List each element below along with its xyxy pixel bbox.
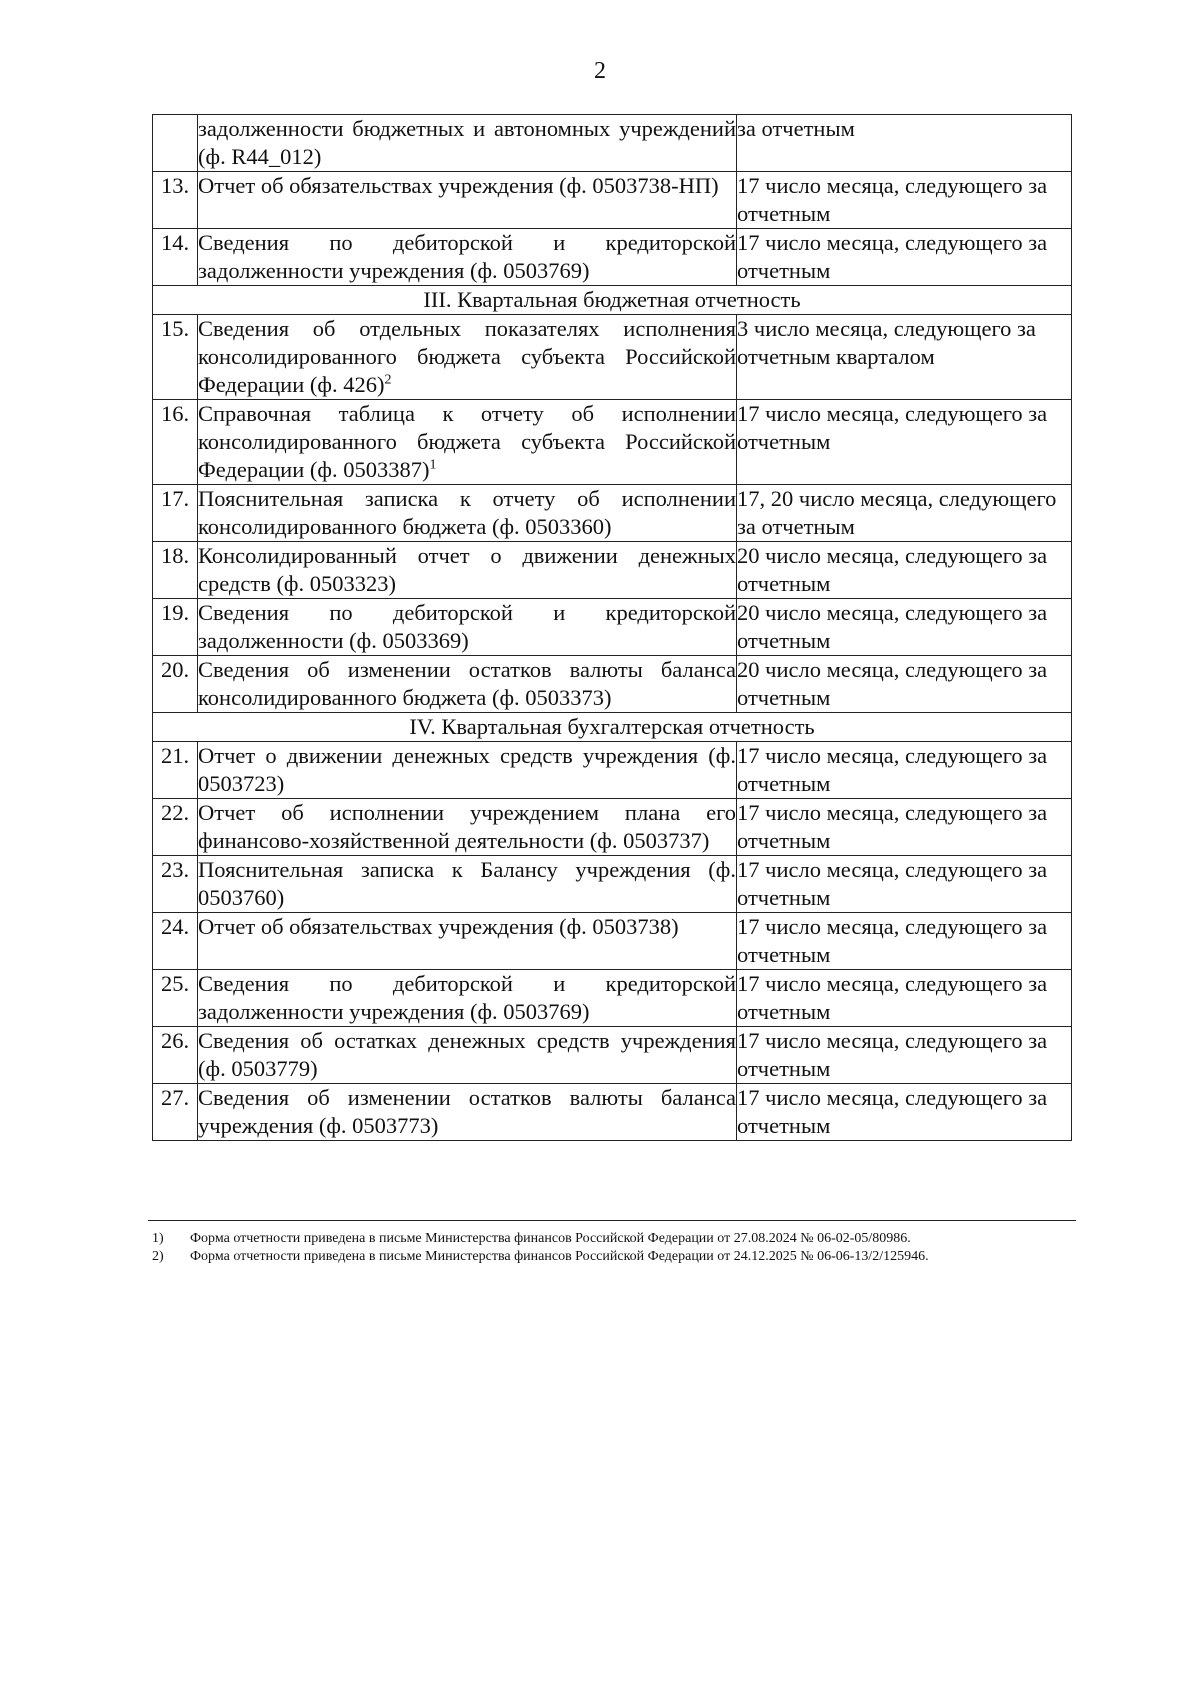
table-row (153, 856, 1072, 913)
footnote-text: Форма отчетности приведена в письме Министерства финансов Российской Федерации от 27.08.2024 № 06-02-05/80986. (190, 1231, 911, 1246)
footnotes (152, 1230, 1112, 1266)
deadline-text: 17 число месяца, следующего за отчетным (737, 800, 1048, 853)
footnote-marker: 1) (152, 1231, 164, 1246)
deadline-text: 17 число месяца, следующего за отчетным (737, 743, 1048, 796)
deadline-cell (737, 656, 1072, 713)
section-title: IV. Квартальная бухгалтерская отчетность (153, 713, 1072, 742)
deadline-cell (737, 913, 1072, 970)
deadline-text: 17 число месяца, следующего за отчетным (737, 857, 1048, 910)
deadline-text: 20 число месяца, следующего за отчетным (737, 600, 1048, 653)
deadline-cell (737, 970, 1072, 1027)
report-name-cell (198, 856, 737, 913)
footnote-marker: 2) (152, 1249, 164, 1264)
table-row (153, 913, 1072, 970)
deadline-text: 17 число месяца, следующего за отчетным (737, 1085, 1048, 1138)
row-number: 16. (153, 400, 198, 485)
report-name: Отчет об обязательствах учреждения (ф. 0503738) (198, 914, 679, 939)
deadline-cell (737, 1084, 1072, 1141)
report-name: Справочная таблица к отчету об исполнении консолидированного бюджета субъекта Российской Федерации (ф. 0503387) (198, 401, 736, 482)
footnote-2 (152, 1248, 1112, 1266)
deadline-cell (737, 799, 1072, 856)
row-number: 26. (153, 1027, 198, 1084)
report-name-cell (198, 599, 737, 656)
footnote-reference: 2 (384, 372, 392, 388)
deadline-cell (737, 599, 1072, 656)
section-header-row (153, 713, 1072, 742)
deadline-text: 20 число месяца, следующего за отчетным (737, 657, 1048, 710)
footnote-1 (152, 1230, 1112, 1248)
table-row (153, 742, 1072, 799)
deadline-cell (737, 485, 1072, 542)
row-number: 25. (153, 970, 198, 1027)
table-row (153, 599, 1072, 656)
table-row (153, 172, 1072, 229)
table-row (153, 542, 1072, 599)
deadline-text: 17 число месяца, следующего за отчетным (737, 230, 1048, 283)
report-name-cell (198, 1027, 737, 1084)
table-row (153, 1027, 1072, 1084)
deadline-text: 17 число месяца, следующего за отчетным (737, 401, 1048, 454)
footnote-divider (148, 1220, 1076, 1221)
row-number: 14. (153, 229, 198, 286)
table-row (153, 315, 1072, 400)
table-row (153, 229, 1072, 286)
row-number (153, 115, 198, 172)
deadline-cell (737, 400, 1072, 485)
table-row (153, 400, 1072, 485)
row-number: 19. (153, 599, 198, 656)
section-title: III. Квартальная бюджетная отчетность (153, 286, 1072, 315)
footnote-text: Форма отчетности приведена в письме Министерства финансов Российской Федерации от 24.12.2025 № 06-06-13/2/125946. (190, 1249, 929, 1264)
table-row (153, 485, 1072, 542)
report-name-cell (198, 799, 737, 856)
report-name-cell (198, 315, 737, 400)
table-row (153, 799, 1072, 856)
deadline-cell (737, 742, 1072, 799)
row-number: 23. (153, 856, 198, 913)
report-name: Сведения об изменении остатков валюты баланса учреждения (ф. 0503773) (198, 1085, 736, 1138)
deadline-text: 17 число месяца, следующего за отчетным (737, 914, 1048, 967)
table-row (153, 115, 1072, 172)
deadline-text: 17 число месяца, следующего за отчетным (737, 971, 1048, 1024)
report-name-cell (198, 485, 737, 542)
section-header-row (153, 286, 1072, 315)
report-name: Сведения по дебиторской и кредиторской задолженности учреждения (ф. 0503769) (198, 230, 736, 283)
row-number: 15. (153, 315, 198, 400)
row-number: 13. (153, 172, 198, 229)
table-row (153, 970, 1072, 1027)
table-row (153, 1084, 1072, 1141)
report-name-cell (198, 913, 737, 970)
reporting-schedule-table (152, 114, 1072, 1141)
deadline-cell (737, 856, 1072, 913)
report-name: Сведения об изменении остатков валюты баланса консолидированного бюджета (ф. 0503373) (198, 657, 736, 710)
deadline-text: 3 число месяца, следующего за отчетным кварталом (737, 316, 1036, 369)
deadline-text: 17 число месяца, следующего за отчетным (737, 173, 1048, 226)
row-number: 17. (153, 485, 198, 542)
report-name-cell (198, 970, 737, 1027)
report-name-cell (198, 1084, 737, 1141)
row-number: 22. (153, 799, 198, 856)
report-name: Сведения по дебиторской и кредиторской задолженности (ф. 0503369) (198, 600, 736, 653)
table-body (153, 115, 1072, 1141)
report-name: Отчет об исполнении учреждением плана его финансово-хозяйственной деятельности (ф. 0503737) (198, 800, 736, 853)
report-name: Отчет об обязательствах учреждения (ф. 0503738-НП) (198, 173, 719, 198)
report-name: задолженности бюджетных и автономных учреждений (ф. R44_012) (198, 116, 736, 169)
report-name-cell (198, 656, 737, 713)
footnote-reference: 1 (429, 457, 437, 473)
report-name: Сведения об отдельных показателях исполнения консолидированного бюджета субъекта Российской Федерации (ф. 426) (198, 316, 736, 397)
deadline-cell (737, 115, 1072, 172)
page-number: 2 (594, 58, 606, 84)
row-number: 20. (153, 656, 198, 713)
report-name-cell (198, 742, 737, 799)
report-name-cell (198, 172, 737, 229)
deadline-text: 17 число месяца, следующего за отчетным (737, 1028, 1048, 1081)
report-name: Отчет о движении денежных средств учреждения (ф. 0503723) (198, 743, 736, 796)
deadline-cell (737, 172, 1072, 229)
row-number: 18. (153, 542, 198, 599)
report-name: Сведения по дебиторской и кредиторской задолженности учреждения (ф. 0503769) (198, 971, 736, 1024)
deadline-text: за отчетным (737, 116, 855, 141)
report-name-cell (198, 542, 737, 599)
deadline-cell (737, 1027, 1072, 1084)
deadline-text: 17, 20 число месяца, следующего за отчетным (737, 486, 1057, 539)
report-name: Сведения об остатках денежных средств учреждения (ф. 0503779) (198, 1028, 736, 1081)
row-number: 24. (153, 913, 198, 970)
row-number: 21. (153, 742, 198, 799)
deadline-cell (737, 229, 1072, 286)
report-name: Пояснительная записка к Балансу учреждения (ф. 0503760) (198, 857, 736, 910)
report-name-cell (198, 400, 737, 485)
deadline-cell (737, 315, 1072, 400)
deadline-text: 20 число месяца, следующего за отчетным (737, 543, 1048, 596)
report-name-cell (198, 229, 737, 286)
table-row (153, 656, 1072, 713)
deadline-cell (737, 542, 1072, 599)
report-name: Консолидированный отчет о движении денежных средств (ф. 0503323) (198, 543, 736, 596)
report-name-cell (198, 115, 737, 172)
row-number: 27. (153, 1084, 198, 1141)
report-name: Пояснительная записка к отчету об исполнении консолидированного бюджета (ф. 0503360) (198, 486, 736, 539)
